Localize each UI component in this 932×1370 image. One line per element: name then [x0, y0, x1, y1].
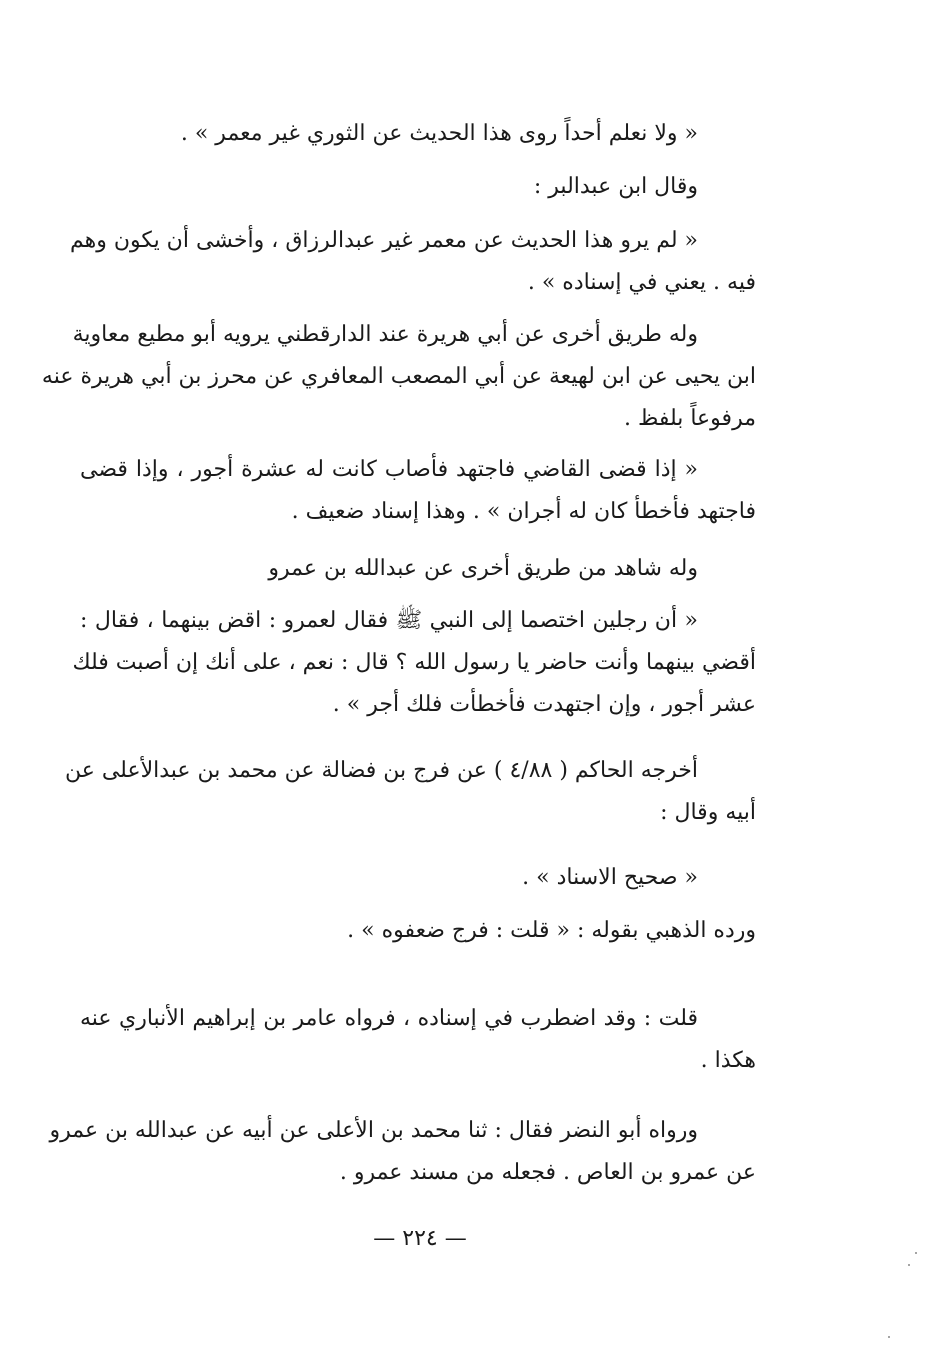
- paragraph-daraqutni-route: [41, 314, 756, 440]
- text-line: « أن رجلين اختصما إلى النبي ﷺ فقال لعمرو : اقض بينهما ، فقال :: [80, 608, 698, 633]
- scan-speck: [888, 1336, 890, 1338]
- text-line: ورده الذهبي بقوله : « قلت : فرج ضعفوه » .: [347, 918, 756, 943]
- text-line: « صحيح الاسناد » .: [522, 865, 698, 890]
- text-line: فيه . يعني في إسناده » .: [527, 270, 756, 295]
- text-line: « ولا نعلم أحداً روى هذا الحديث عن الثوري غير معمر » .: [180, 121, 698, 146]
- page-number: — ٢٢٤ —: [373, 1226, 467, 1251]
- paragraph-quote-thawri: [80, 113, 756, 155]
- paragraph-shahid-abdullah: [80, 548, 756, 590]
- text-line: فاجتهد فأخطأ كان له أجران » . وهذا إسناد ضعيف .: [291, 499, 756, 524]
- text-line: وله طريق أخرى عن أبي هريرة عند الدارقطني يرويه أبو مطيع معاوية: [72, 322, 698, 347]
- paragraph-abu-nadr: [49, 1110, 756, 1194]
- scan-speck: [915, 1252, 917, 1254]
- text-line: مرفوعاً بلفظ .: [623, 406, 756, 431]
- scan-speck: [908, 1264, 910, 1266]
- paragraph-idtirab: [80, 998, 756, 1082]
- text-line: ابن يحيى عن ابن لهيعة عن أبي المصعب المعافري عن محرز بن أبي هريرة عنه: [41, 364, 756, 389]
- paragraph-hakim: [64, 750, 756, 834]
- text-line: أخرجه الحاكم ( ٤/٨٨ ) عن فرج بن فضالة عن محمد بن عبدالأعلى عن: [64, 758, 698, 783]
- paragraph-quote-sahih: [80, 857, 756, 899]
- text-line: أبيه وقال :: [660, 800, 756, 825]
- paragraph-quote-abdulrazzaq: [70, 220, 756, 304]
- text-line: وقال ابن عبدالبر :: [533, 174, 698, 199]
- text-line: قلت : وقد اضطرب في إسناده ، فرواه عامر بن إبراهيم الأنباري عنه: [80, 1006, 698, 1031]
- text-line: « لم يرو هذا الحديث عن معمر غير عبدالرزاق ، وأخشى أن يكون وهم: [70, 228, 698, 253]
- text-line: أقضي بينهما وأنت حاضر يا رسول الله ؟ قال : نعم ، على أنك إن أصبت فلك: [72, 650, 756, 675]
- paragraph-dhahabi: [80, 910, 756, 952]
- text-line: « إذا قضى القاضي فاجتهد فأصاب كانت له عشرة أجور ، وإذا قضى: [80, 457, 698, 482]
- text-line: وله شاهد من طريق أخرى عن عبدالله بن عمرو: [268, 556, 698, 581]
- paragraph-quote-two-men: [72, 600, 756, 726]
- text-line: عن عمرو بن العاص . فجعله من مسند عمرو .: [339, 1160, 756, 1185]
- paragraph-quote-judge: [80, 449, 756, 533]
- text-line: عشر أجور ، وإن اجتهدت فأخطأت فلك أجر » .: [332, 692, 756, 717]
- paragraph-ibn-abdulbarr: [80, 166, 756, 208]
- text-line: هكذا .: [700, 1048, 756, 1073]
- text-line: ورواه أبو النضر فقال : ثنا محمد بن الأعلى عن أبيه عن عبدالله بن عمرو: [49, 1118, 698, 1143]
